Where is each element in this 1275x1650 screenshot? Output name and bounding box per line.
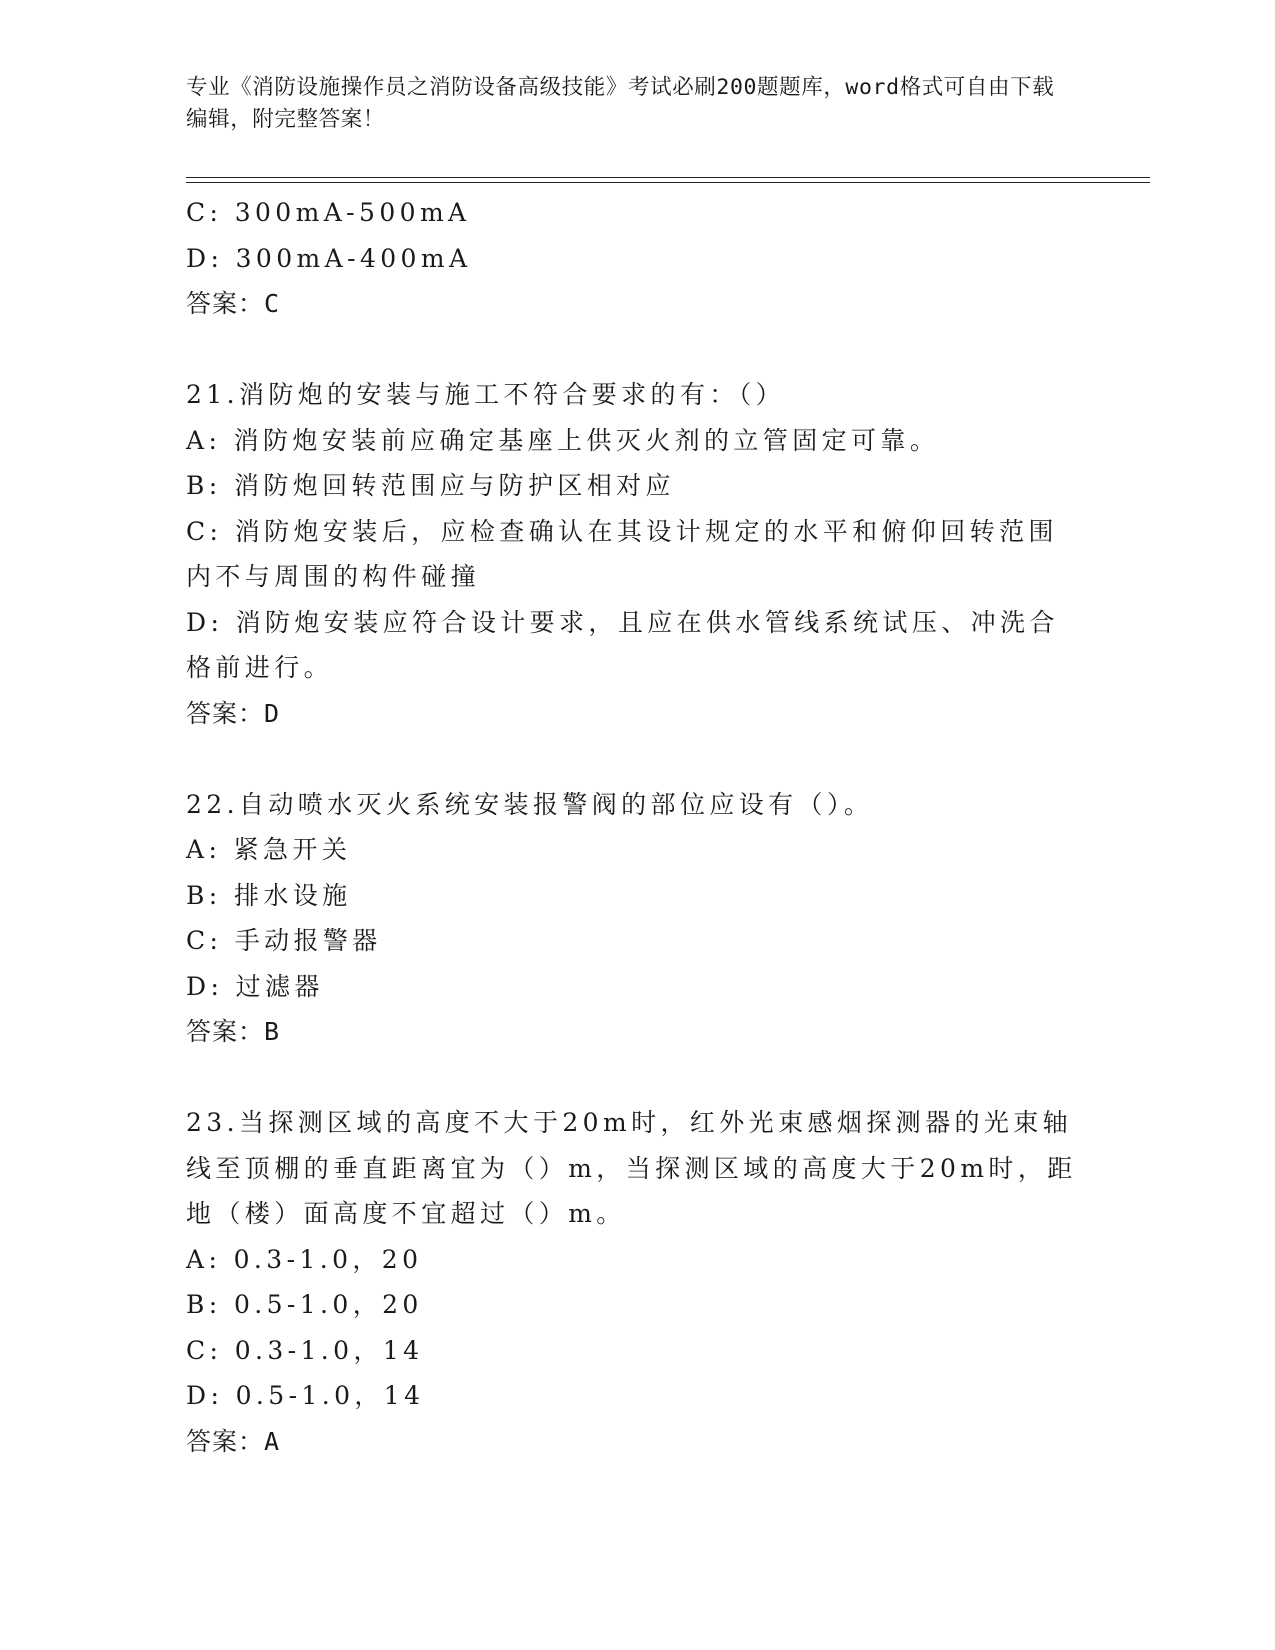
- answer-line: 答案：B: [186, 1017, 281, 1046]
- header-divider-top: [186, 177, 1150, 178]
- option-a: A: 消防炮安装前应确定基座上供灭火剂的立管固定可靠。: [186, 425, 940, 455]
- option-d: D: 0.5-1.0，14: [186, 1381, 425, 1410]
- option-b: B: 消防炮回转范围应与防护区相对应: [186, 471, 675, 500]
- option-a: A: 0.3-1.0，20: [186, 1244, 423, 1274]
- question-21: [186, 372, 1086, 736]
- answer-line: 答案：D: [186, 698, 281, 728]
- question-22: [186, 782, 1086, 1055]
- question-23: [186, 1100, 1086, 1464]
- option-c: C: 手动报警器: [186, 926, 382, 955]
- header-divider-bottom: [186, 182, 1150, 183]
- option-a: A: 紧急开关: [186, 835, 352, 864]
- question-content: [186, 190, 1086, 1464]
- question-stem: 21.消防炮的安装与施工不符合要求的有：（）: [186, 380, 786, 409]
- question-stem: 23.当探测区域的高度不大于20m时，红外光束感烟探测器的光束轴线至顶棚的垂直距离宜为（）m，当探测区域的高度大于20m时，距地（楼）面高度不宜超过（）m。: [186, 1108, 1077, 1228]
- answer-line: 答案：A: [186, 1426, 281, 1456]
- spacer: [186, 327, 1086, 373]
- answer-line: 答案：C: [186, 289, 281, 318]
- question-stem: 22.自动喷水灭火系统安装报警阀的部位应设有（）。: [186, 789, 874, 819]
- page-header-title: 专业《消防设施操作员之消防设备高级技能》考试必刷200题题库，word格式可自由下载编辑，附完整答案！: [186, 75, 1055, 132]
- previous-question-tail: [186, 190, 1086, 327]
- option-b: B: 0.5-1.0，20: [186, 1290, 423, 1319]
- option-c: C: 300mA-500mA: [186, 198, 471, 227]
- spacer: [186, 736, 1086, 782]
- option-d: D: 消防炮安装应符合设计要求，且应在供水管线系统试压、冲洗合格前进行。: [186, 607, 1059, 682]
- option-c: C: 消防炮安装后，应检查确认在其设计规定的水平和俯仰回转范围内不与周围的构件碰撞: [186, 516, 1058, 591]
- option-c: C: 0.3-1.0，14: [186, 1335, 424, 1365]
- option-d: D: 过滤器: [186, 971, 324, 1001]
- option-b: B: 排水设施: [186, 880, 352, 910]
- spacer: [186, 1055, 1086, 1101]
- option-d: D: 300mA-400mA: [186, 243, 472, 273]
